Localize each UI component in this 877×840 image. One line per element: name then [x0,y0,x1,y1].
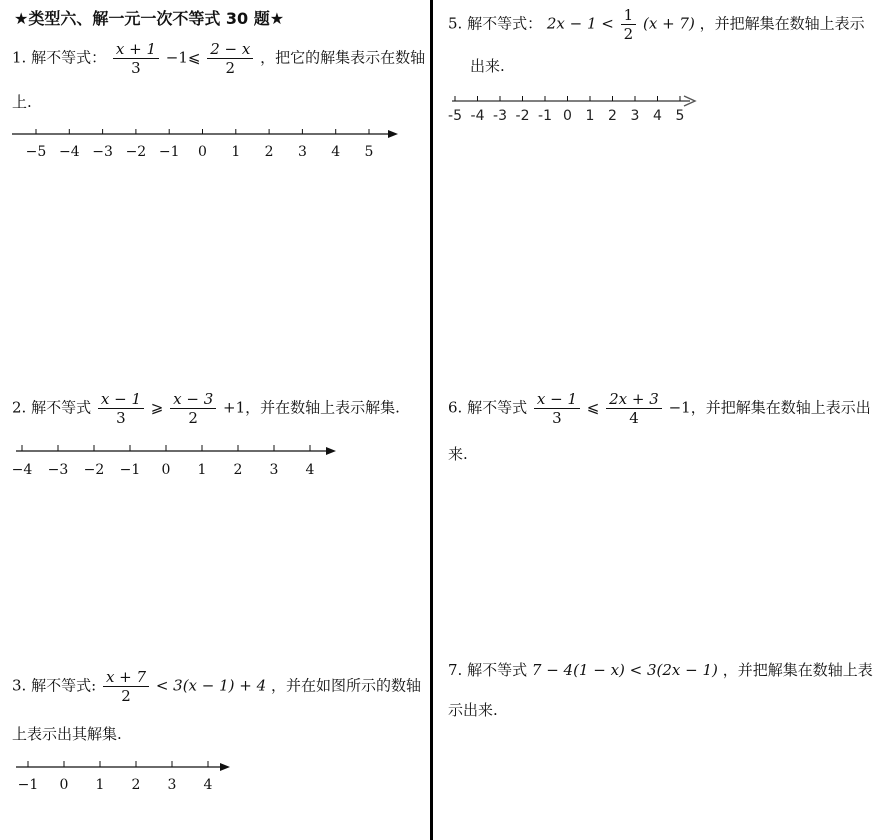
fraction: $\frac{x + 1}{3}$ [113,40,159,77]
axis-tick-label: 5 [675,108,685,124]
axis-tick-label: −2 [83,462,105,478]
axis-tick-label: 3 [297,144,307,160]
axis-tick-label: 4 [203,777,213,793]
problem-number: 6. [448,398,463,417]
fraction: $\frac{x - 3}{2}$ [170,390,216,427]
number-line-2 [0,440,420,480]
number-line-1 [0,122,420,162]
fraction: $\frac{2 - x}{2}$ [207,40,253,77]
problem-lead: 解不等式 [467,661,528,679]
axis-tick-label: 3 [630,108,640,124]
math-expression: 7 − 4(1 − x) < 3(2x − 1) [531,661,718,679]
problem-text: ，并在如图所示的数轴 [270,676,421,695]
problem-number: 2. [12,398,27,417]
problem-7 [448,660,873,680]
axis-tick-label: −4 [58,144,80,160]
fraction: $\frac{x + 7}{2}$ [103,668,149,705]
axis-tick-label: −1 [17,777,39,793]
axis-tick-label: -1 [538,108,552,124]
axis-tick-label: 3 [269,462,279,478]
problem-7-continuation: 示出来. [448,701,498,719]
axis-tick-label: −3 [92,144,113,160]
axis-tick-label: 0 [161,462,171,478]
fraction: $\frac{x - 1}{3}$ [534,390,580,427]
axis-tick-label: 1 [231,144,241,160]
axis-tick-label: 4 [331,144,341,160]
axis-tick-label: 0 [59,777,69,793]
problem-lead: 解不等式： [31,48,107,67]
axis-tick-label: 1 [585,108,595,124]
problem-1 [12,40,425,77]
axis-tick-label: 2 [264,144,274,160]
math-operator: −1⩽ [165,48,201,67]
column-divider [430,0,433,840]
problem-2 [12,390,400,427]
problem-6 [448,390,871,427]
axis-tick-label: 2 [608,108,617,124]
problem-lead: 解不等式 [467,398,528,417]
axis-tick-label: -3 [493,108,507,124]
axis-tick-label: −5 [25,144,47,160]
problem-text: −1，并把解集在数轴上表示出 [668,398,871,417]
axis-tick-label: 5 [364,144,374,160]
fraction: $\frac{1}{2}$ [621,6,637,43]
problem-5 [448,6,865,43]
axis-tick-label: 4 [653,108,662,124]
problem-text: ，并把解集在数轴上表示 [699,14,865,33]
axis-tick-label: 1 [197,462,207,478]
problem-text: ，并把解集在数轴上表 [722,661,873,679]
math-operator: ⩾ [150,398,164,417]
math-expression: < 3(x − 1) + 4 [155,676,267,695]
axis-tick-label: 0 [198,144,207,160]
axis-tick-label: 2 [131,777,141,793]
axis-tick-label: −3 [47,462,69,478]
axis-tick-label: 0 [563,108,572,124]
axis-tick-label: 4 [305,462,315,478]
problem-5-continuation: 出来. [470,57,505,75]
problem-1-continuation: 上. [12,93,32,111]
fraction: $\frac{x - 1}{3}$ [98,390,144,427]
math-operator: ⩽ [586,398,600,417]
problem-number: 1. [12,48,27,67]
math-expression: 2x − 1 < [546,14,614,33]
section-title: ★类型六、解一元一次不等式 30 题★ [14,9,285,28]
problem-6-continuation: 来. [448,445,468,463]
axis-tick-label: -5 [448,108,462,124]
problem-lead: 解不等式： [467,14,543,33]
math-expression: (x + 7) [643,14,695,33]
fraction: $\frac{2x + 3}{4}$ [606,390,662,427]
problem-number: 3. [12,676,27,695]
axis-tick-label: -4 [470,108,485,124]
problem-text: ，把它的解集表示在数轴 [260,48,426,67]
axis-ticks [36,129,369,134]
axis-tick-label: −1 [158,144,180,160]
problem-lead: 解不等式: [31,676,97,695]
number-line-5 [440,90,710,130]
problem-text: +1，并在数轴上表示解集. [223,398,400,417]
problem-lead: 解不等式 [31,398,92,417]
axis-tick-label: −4 [11,462,33,478]
problem-number: 5. [448,14,463,33]
axis-tick-label: 1 [95,777,105,793]
axis-tick-label: 3 [167,777,177,793]
axis-tick-label: -2 [515,108,530,124]
problem-3-continuation: 上表示出其解集. [12,725,122,743]
axis-tick-label: −1 [119,462,141,478]
axis-tick-label: 2 [233,462,243,478]
problem-3 [12,668,421,705]
number-line-3 [0,755,260,795]
axis-tick-label: −2 [125,144,147,160]
problem-number: 7. [448,661,463,679]
